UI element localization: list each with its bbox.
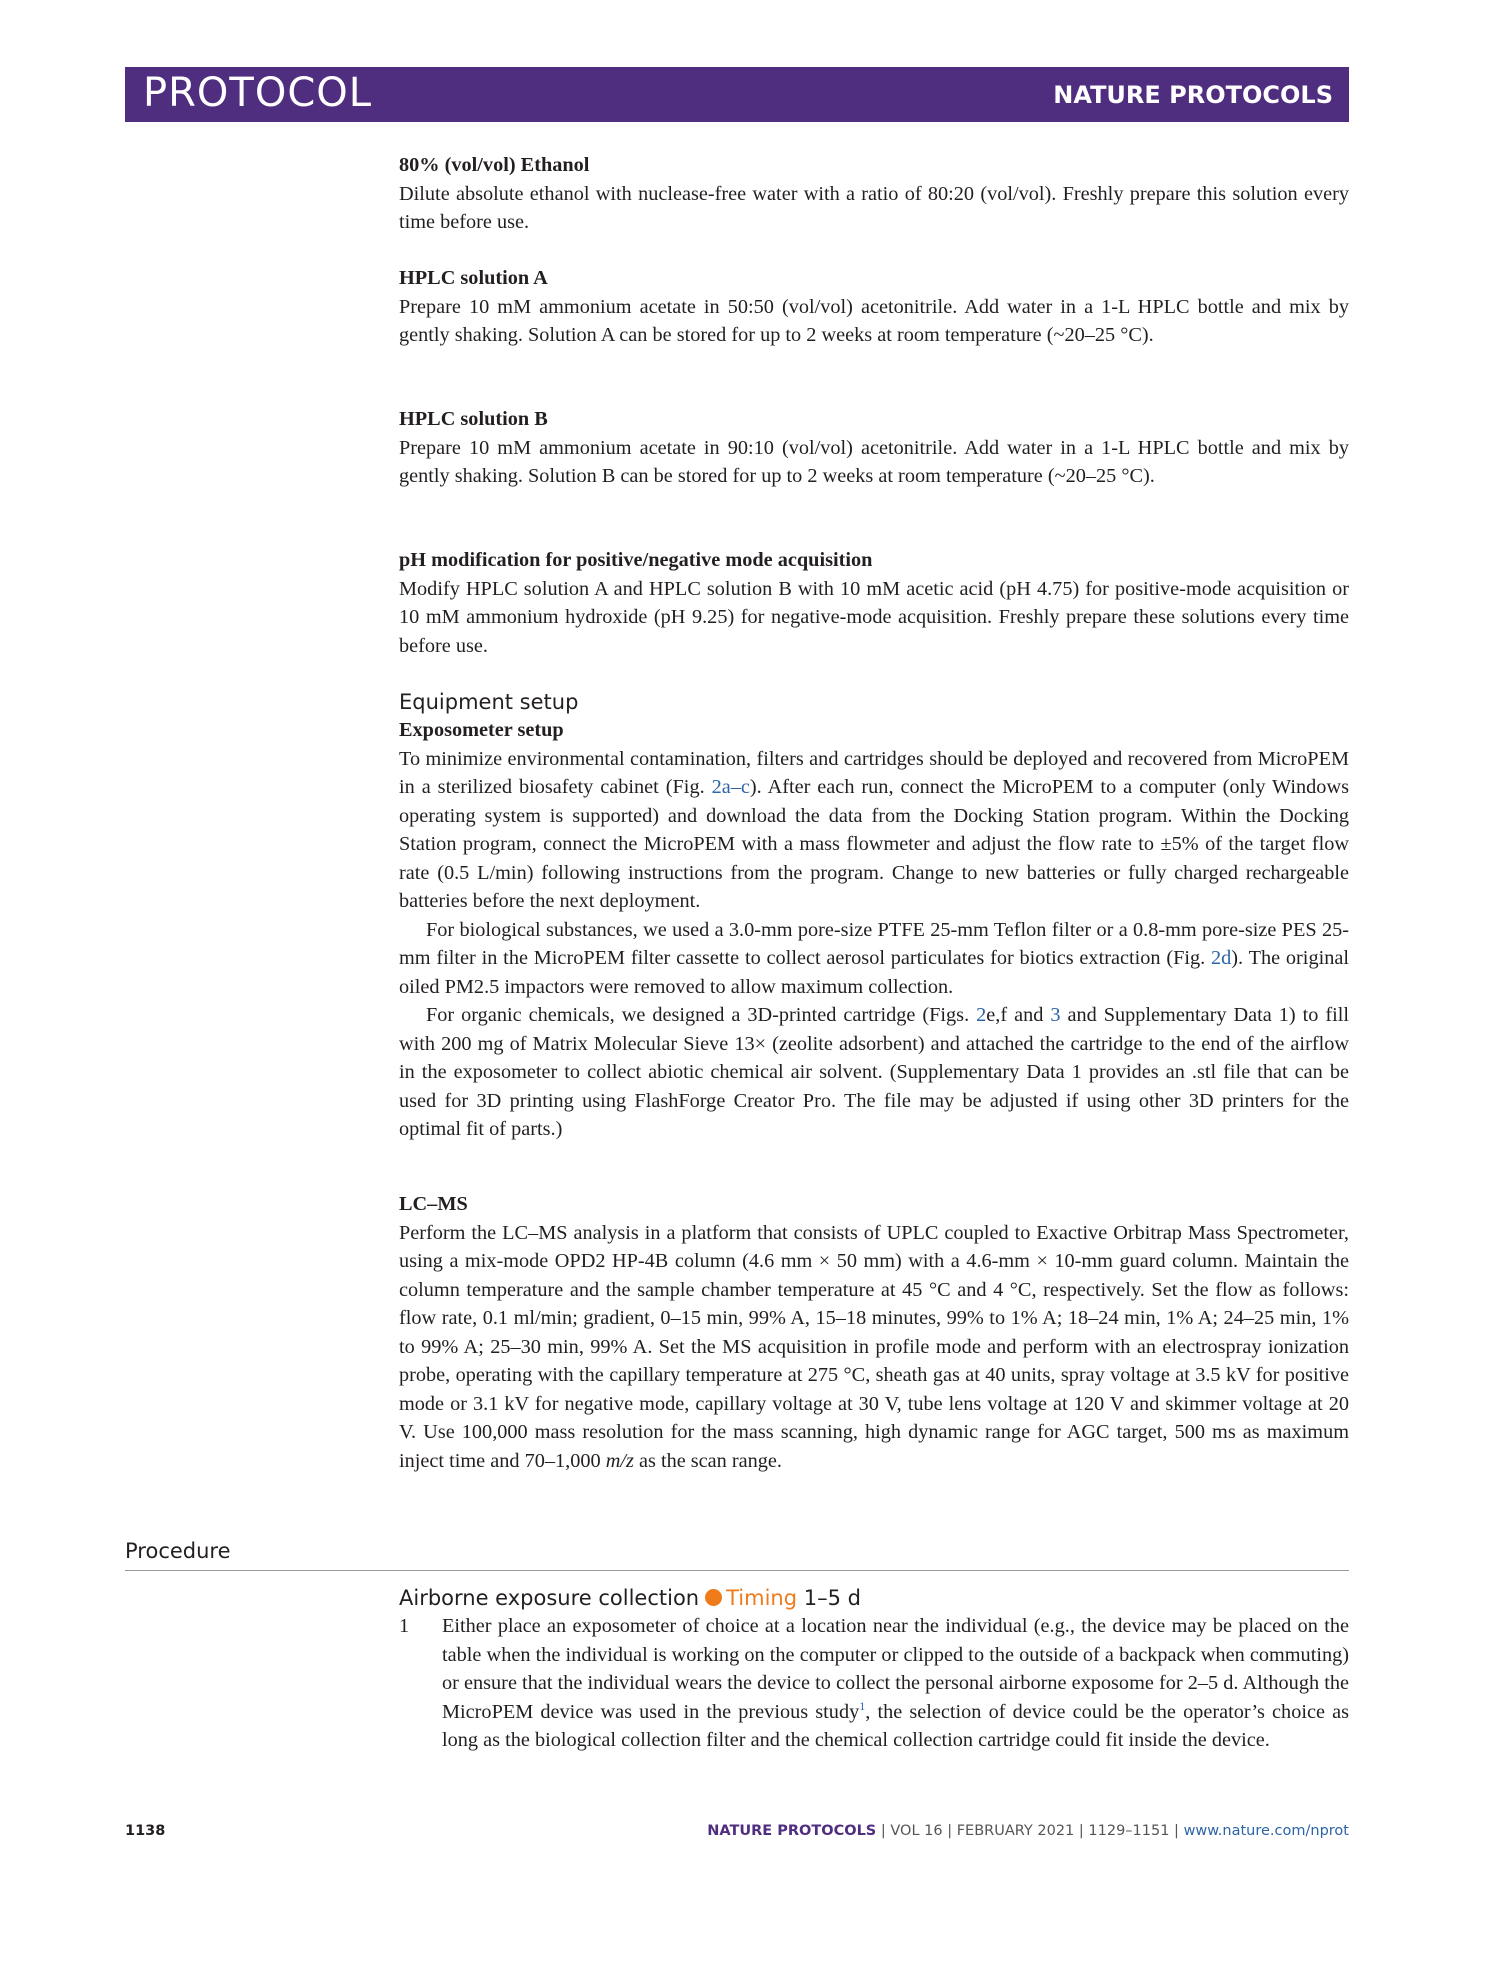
timing-icon xyxy=(705,1589,722,1606)
header-protocol-label: PROTOCOL xyxy=(143,70,373,116)
procedure-section xyxy=(399,1584,1349,1755)
equipment-paragraph-3: For organic chemicals, we designed a 3D-printed cartridge (Figs. 2e,f and 3 and Supplementary Data 1) to fill with 200 mg of Matrix Molecular Sieve 13× (zeolite adsorbent) and attached the cartridge to the end of the airflow in the exposometer to collect abiotic chemical air solvent. (Supplementary Data 1 provides an .stl file that can be used for 3D printing using FlashForge Creator Pro. The file may be adjusted if using other 3D printers for the optimal fit of parts.) xyxy=(399,1004,1349,1140)
header-journal-name: NATURE PROTOCOLS xyxy=(1053,81,1333,109)
section-equipment-setup xyxy=(399,688,1349,1144)
section-lcms xyxy=(399,1190,1349,1475)
section-text: Dilute absolute ethanol with nuclease-free water with a ratio of 80:20 (vol/vol). Freshly prepare this solution every time before use. xyxy=(399,182,1349,233)
equipment-heading: Equipment setup xyxy=(399,690,579,714)
section-ethanol xyxy=(399,151,1349,237)
section-hplc-b xyxy=(399,405,1349,491)
section-title: HPLC solution B xyxy=(399,408,548,430)
reference-link[interactable]: 1 xyxy=(859,1698,866,1713)
header-banner xyxy=(125,67,1349,122)
step-text: Either place an exposometer of choice at a location near the individual (e.g., the device may be placed on the table when the individual is working on the computer or clipped to the outside of a backpack when commuting) or ensure that the individual wears the device to collect the personal airborne exposome for 2–5 d. Although the MicroPEM device was used in the previous study$^1$, the selection of device could be the operator’s choice as long as the biological collection filter and the chemical collection cartridge could fit inside the device. xyxy=(442,1615,1350,1751)
procedure-heading: Airborne exposure collection Timing 1–5 d xyxy=(399,1586,861,1610)
section-title: 80% (vol/vol) Ethanol xyxy=(399,154,590,176)
procedure-label: Procedure xyxy=(125,1539,231,1563)
divider xyxy=(125,1570,1349,1571)
section-text: Perform the LC–MS analysis in a platform that consists of UPLC coupled to Exactive Orbitrap Mass Spectrometer, using a mix-mode OPD2 HP-4B column (4.6 mm × 50 mm) with a 4.6-mm × 10-mm guard column. Maintain the column temperature and the sample chamber temperature at 45 °C and 4 °C, respectively. Set the flow as follows: flow rate, 0.1 ml/min; gradient, 0–15 min, 99% A, 15–18 minutes, 99% to 1% A; 18–24 min, 1% A; 24–25 min, 1% to 99% A; 25–30 min, 99% A. Set the MS acquisition in profile mode and perform with an electrospray ionization probe, operating with the capillary temperature at 275 °C, sheath gas at 40 units, spray voltage at 3.5 kV for positive mode or 3.1 kV for negative mode, capillary voltage at 30 V, tube lens voltage at 120 V and skimmer voltage at 20 V. Use 100,000 mass resolution for the mass scanning, high dynamic range for AGC target, 500 ms as maximum inject time and 70–1,000 m/z as the scan range. xyxy=(399,1221,1349,1472)
equipment-paragraph-1: To minimize environmental contamination, filters and cartridges should be deployed and recovered from MicroPEM in a sterilized biosafety cabinet (Fig. 2a–c). After each run, connect the MicroPEM to a computer (only Windows operating system is supported) and download the data from the Docking Station program. Within the Docking Station program, connect the MicroPEM with a mass flowmeter and adjust the flow rate to ±5% of the target flow rate (0.5 L/min) following instructions from the program. Change to new batteries or fully charged rechargeable batteries before the next deployment. xyxy=(399,747,1349,912)
procedure-step-1 xyxy=(399,1612,1349,1755)
figure-link[interactable]: 2 xyxy=(976,1004,987,1026)
figure-link[interactable]: 3 xyxy=(1050,1004,1061,1026)
section-text: Prepare 10 mM ammonium acetate in 50:50 (vol/vol) acetonitrile. Add water in a 1-L HPLC bottle and mix by gently shaking. Solution A can be stored for up to 2 weeks at room temperature (~20–25 °C). xyxy=(399,295,1349,346)
section-text: Modify HPLC solution A and HPLC solution B with 10 mM acetic acid (pH 4.75) for positive-mode acquisition or 10 mM ammonium hydroxide (pH 9.25) for negative-mode acquisition. Freshly prepare these solutions every time before use. xyxy=(399,577,1349,657)
footer-citation: NATURE PROTOCOLS | VOL 16 | FEBRUARY 2021 | 1129–1151 | www.nature.com/nprot xyxy=(707,1823,1349,1839)
journal-url-link[interactable]: www.nature.com/nprot xyxy=(1183,1823,1349,1839)
section-title: LC–MS xyxy=(399,1193,468,1215)
timing-value: 1–5 d xyxy=(803,1586,861,1610)
figure-link[interactable]: 2a–c xyxy=(711,776,750,798)
section-title: pH modification for positive/negative mode acquisition xyxy=(399,549,873,571)
section-text: Prepare 10 mM ammonium acetate in 90:10 (vol/vol) acetonitrile. Add water in a 1-L HPLC bottle and mix by gently shaking. Solution B can be stored for up to 2 weeks at room temperature (~20–25 °C). xyxy=(399,436,1349,487)
section-ph-modification xyxy=(399,546,1349,660)
section-hplc-a xyxy=(399,264,1349,350)
figure-link[interactable]: 2d xyxy=(1211,947,1232,969)
section-title: HPLC solution A xyxy=(399,267,548,289)
step-number: 1 xyxy=(399,1615,410,1637)
timing-label: Timing xyxy=(726,1586,798,1610)
equipment-paragraph-2: For biological substances, we used a 3.0-mm pore-size PTFE 25-mm Teflon filter or a 0.8-mm pore-size PES 25-mm filter in the MicroPEM filter cassette to collect aerosol particulates for biotics extraction (Fig. 2d). The original oiled PM2.5 impactors were removed to allow maximum collection. xyxy=(399,918,1349,998)
equipment-subtitle: Exposometer setup xyxy=(399,719,564,741)
page-number: 1138 xyxy=(125,1823,166,1839)
